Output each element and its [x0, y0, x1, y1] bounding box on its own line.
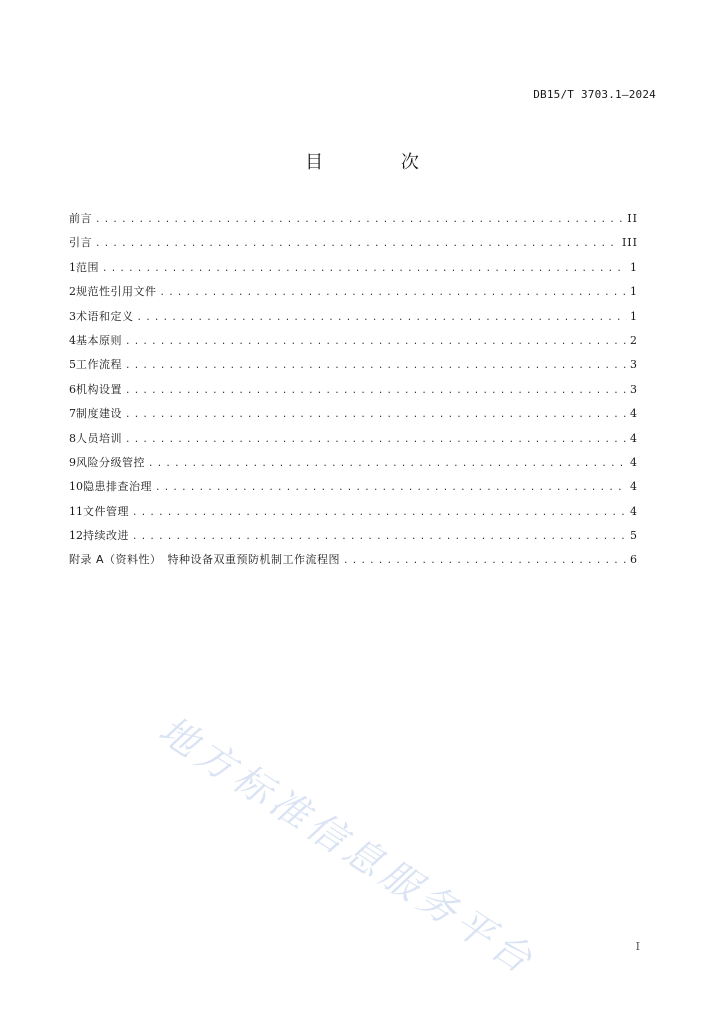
toc-entry-6[interactable]	[69, 381, 638, 405]
toc-entry-label: 附录 A（资料性） 特种设备双重预防机制工作流程图	[69, 553, 341, 567]
toc-leader-dots	[95, 215, 624, 225]
toc-entry-7[interactable]	[69, 405, 638, 429]
toc-entry-number: 4	[69, 333, 76, 347]
document-code: DB15/T 3703.1—2024	[533, 88, 656, 101]
page-title: 目 次	[305, 152, 455, 173]
toc-entry-8[interactable]	[69, 430, 638, 454]
toc-leader-dots	[132, 508, 627, 518]
toc-entry-12[interactable]	[69, 527, 638, 551]
toc-entry-1[interactable]	[69, 259, 638, 283]
toc-entry-10[interactable]	[69, 478, 638, 502]
toc-entry-page: 2	[630, 333, 638, 347]
toc-leader-dots	[125, 410, 627, 420]
toc-entry-foreword[interactable]	[69, 210, 638, 234]
toc-entry-page: III	[621, 236, 638, 250]
toc-entry-label: 工作流程	[76, 358, 122, 372]
toc-entry-page: 4	[630, 431, 638, 445]
toc-entry-number: 6	[69, 382, 76, 396]
toc-entry-page: 4	[630, 480, 638, 494]
toc-entry-number: 1	[69, 260, 76, 274]
toc-entry-page: 4	[630, 455, 638, 469]
toc-entry-number: 3	[69, 309, 76, 323]
toc-entry-number: 7	[69, 407, 76, 421]
toc-leader-dots	[343, 556, 627, 566]
toc-leader-dots	[160, 288, 628, 298]
toc-entry-page: II	[627, 212, 638, 225]
toc-entry-number: 10	[69, 480, 83, 494]
toc-entry-label: 引言	[69, 236, 92, 250]
toc-leader-dots	[137, 313, 628, 323]
toc-entry-label: 持续改进	[83, 529, 129, 543]
toc-entry-number: 2	[69, 285, 76, 299]
toc-entry-page: 5	[630, 529, 638, 543]
toc-leader-dots	[125, 435, 627, 445]
toc-entry-number: 12	[69, 529, 83, 543]
toc-leader-dots	[95, 239, 619, 249]
toc-leader-dots	[125, 361, 627, 371]
toc-entry-page: 3	[630, 358, 638, 372]
toc-entry-label: 前言	[69, 212, 92, 225]
toc-entry-11[interactable]	[69, 503, 638, 527]
toc-entry-3[interactable]	[69, 308, 638, 332]
toc-entry-label: 术语和定义	[76, 309, 134, 323]
toc-entry-4[interactable]	[69, 332, 638, 356]
toc-leader-dots	[125, 386, 627, 396]
toc-entry-page: 1	[630, 309, 638, 323]
toc-entry-number: 8	[69, 431, 76, 445]
page-number: I	[635, 940, 640, 953]
toc-entry-label: 隐患排查治理	[83, 480, 152, 494]
toc-leader-dots	[102, 264, 627, 274]
toc-entry-introduction[interactable]	[69, 234, 638, 258]
toc-entry-9[interactable]	[69, 454, 638, 478]
toc-entry-5[interactable]	[69, 356, 638, 380]
toc-entry-label: 范围	[76, 260, 99, 274]
toc-entry-label: 规范性引用文件	[76, 285, 157, 299]
toc-entry-page: 4	[630, 504, 638, 518]
watermark: 地方标准信息服务平台	[151, 707, 545, 985]
toc-entry-label: 风险分级管控	[76, 455, 145, 469]
toc-entry-page: 1	[630, 285, 638, 299]
toc-entry-number: 11	[69, 504, 83, 518]
toc-entry-2[interactable]	[69, 283, 638, 307]
toc-entry-page: 1	[630, 260, 638, 274]
toc-entry-number: 9	[69, 455, 76, 469]
toc-entry-label: 文件管理	[83, 504, 129, 518]
toc-entry-page: 4	[630, 407, 638, 421]
table-of-contents	[69, 210, 638, 576]
toc-entry-number: 5	[69, 358, 76, 372]
toc-entry-label: 基本原则	[76, 333, 122, 347]
toc-leader-dots	[125, 337, 627, 347]
toc-entry-label: 制度建设	[76, 407, 122, 421]
toc-leader-dots	[148, 459, 627, 469]
toc-leader-dots	[132, 532, 627, 542]
toc-leader-dots	[155, 483, 627, 493]
toc-entry-label: 机构设置	[76, 382, 122, 396]
toc-entry-page: 3	[630, 382, 638, 396]
toc-entry-page: 6	[630, 553, 638, 567]
toc-entry-label: 人员培训	[76, 431, 122, 445]
toc-entry-appendix-a[interactable]	[69, 551, 638, 575]
